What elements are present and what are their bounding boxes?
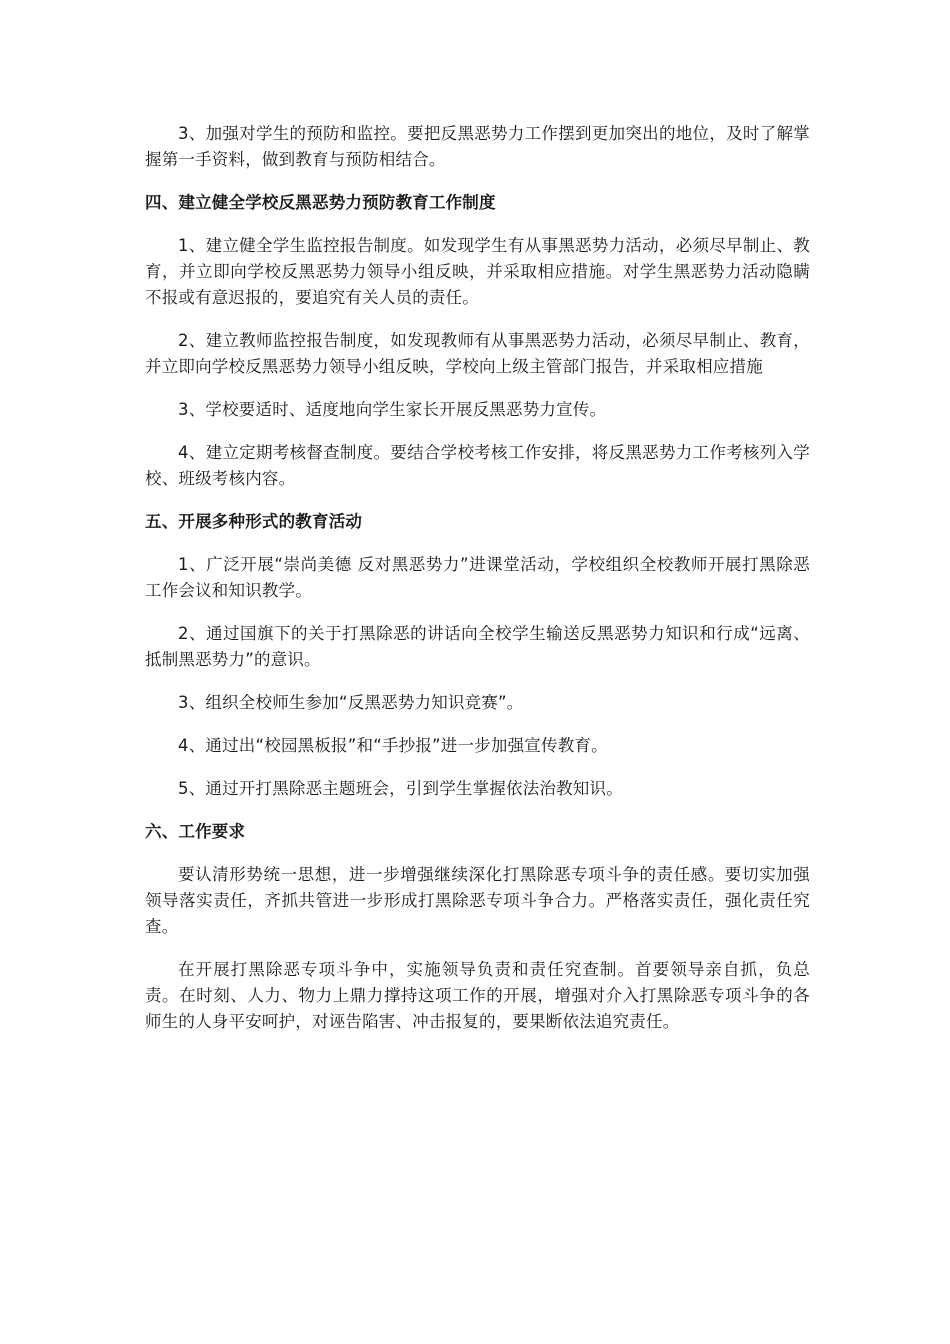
paragraph: 在开展打黑除恶专项斗争中，实施领导负责和责任究查制。首要领导亲自抓，负总责。在时刻、人力、物力上鼎力撑持这项工作的开展，增强对介入打黑除恶专项斗争的各师生的人身平安呵护，对诬告陷害、冲击报复的，要果断依法追究责任。: [145, 960, 810, 1031]
paragraph: 5、通过开打黑除恶主题班会，引到学生掌握依法治教知识。: [178, 779, 623, 798]
document-page: [145, 121, 810, 1052]
paragraph: 4、建立定期考核督查制度。要结合学校考核工作安排，将反黑恶势力工作考核列入学校、班级考核内容。: [145, 443, 810, 488]
paragraph: 2、建立教师监控报告制度，如发现教师有从事黑恶势力活动，必须尽早制止、教育，并立即向学校反黑恶势力领导小组反映，学校向上级主管部门报告，并采取相应措施: [145, 331, 810, 376]
paragraph: 1、广泛开展“崇尚美德 反对黑恶势力”进课堂活动，学校组织全校教师开展打黑除恶工作会议和知识教学。: [145, 555, 810, 600]
section-heading: 六、工作要求: [145, 822, 246, 841]
paragraph: 4、通过出“校园黑板报”和“手抄报”进一步加强宣传教育。: [178, 736, 608, 755]
paragraph: 3、组织全校师生参加“反黑恶势力知识竞赛”。: [178, 693, 524, 712]
paragraph: 要认清形势统一思想，进一步增强继续深化打黑除恶专项斗争的责任感。要切实加强领导落实责任，齐抓共管进一步形成打黑除恶专项斗争合力。严格落实责任，强化责任究查。: [145, 865, 810, 936]
paragraph: 3、学校要适时、适度地向学生家长开展反黑恶势力宣传。: [178, 400, 607, 419]
paragraph: 3、加强对学生的预防和监控。要把反黑恶势力工作摆到更加突出的地位，及时了解掌握第一手资料，做到教育与预防相结合。: [145, 124, 810, 169]
section-heading: 五、开展多种形式的教育活动: [145, 512, 363, 531]
section-heading: 四、建立健全学校反黑恶势力预防教育工作制度: [145, 193, 496, 212]
paragraph: 1、建立健全学生监控报告制度。如发现学生有从事黑恶势力活动，必须尽早制止、教育，并立即向学校反黑恶势力领导小组反映，并采取相应措施。对学生黑恶势力活动隐瞒不报或有意迟报的，要追究有关人员的责任。: [145, 236, 810, 307]
paragraph: 2、通过国旗下的关于打黑除恶的讲话向全校学生输送反黑恶势力知识和行成“远离、抵制黑恶势力”的意识。: [145, 624, 810, 669]
